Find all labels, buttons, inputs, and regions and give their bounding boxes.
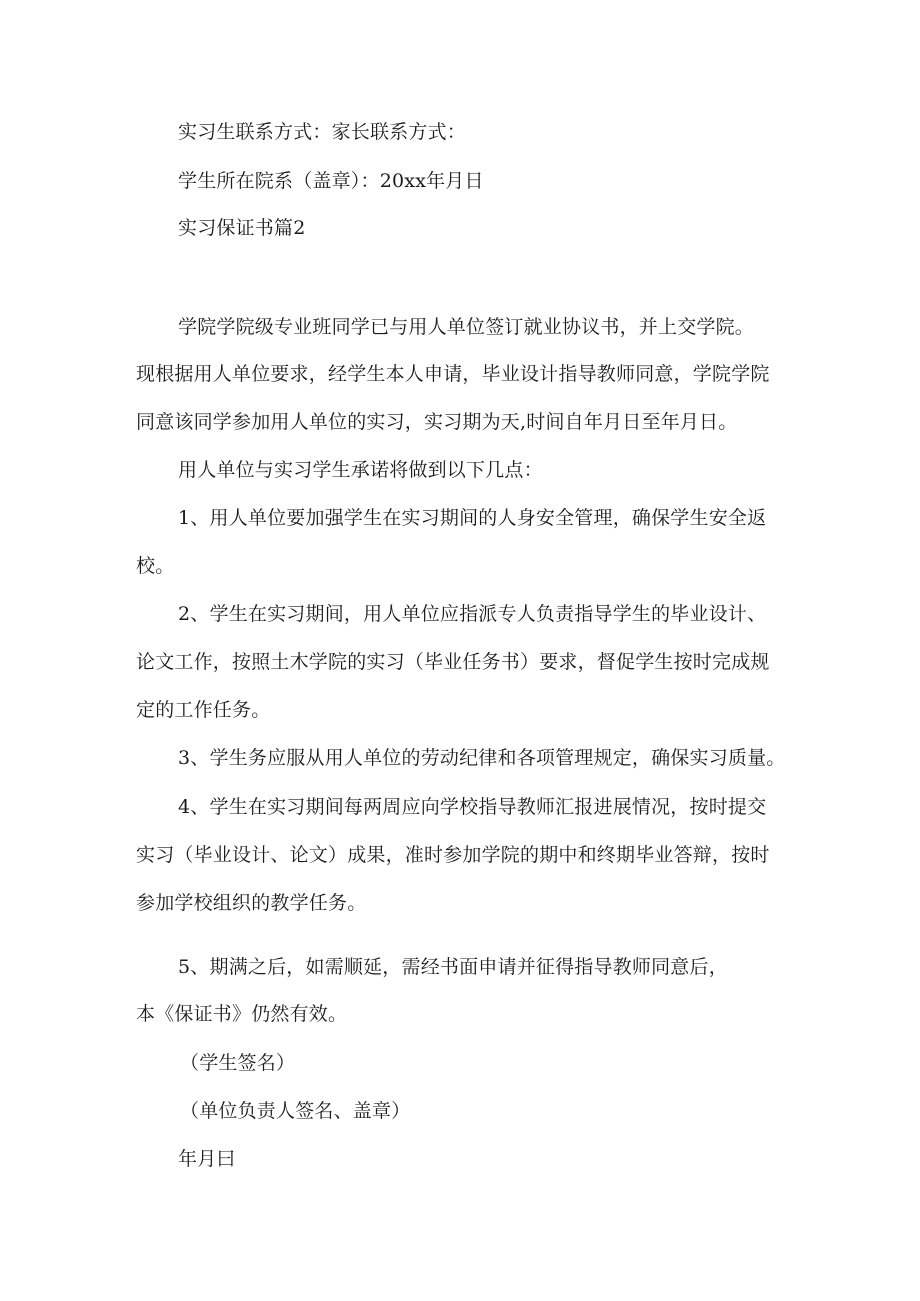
item-line: 校。	[136, 555, 175, 577]
intro-line: 现根据用人单位要求，经学生本人申请，毕业设计指导教师同意，学院学院	[136, 363, 770, 385]
intro-line: 学院学院级专业班同学已与用人单位签订就业协议书，并上交学院。	[178, 316, 755, 338]
item-line: 实习（毕业设计、论文）成果，准时参加学院的期中和终期毕业答辩，按时	[136, 844, 770, 866]
department-line: 学生所在院系（盖章）：20xx年月日	[178, 170, 484, 192]
item-line: 本《保证书》仍然有效。	[136, 1003, 348, 1025]
item-line: 4、学生在实习期间每两周应向学校指导教师汇报进展情况，按时提交	[178, 796, 767, 818]
item-line: 定的工作任务。	[136, 699, 271, 721]
student-signature: （学生签名）	[180, 1052, 296, 1074]
item-line: 2、学生在实习期间，用人单位应指派专人负责指导学生的毕业设计、	[178, 603, 767, 625]
item-line: 论文工作，按照土木学院的实习（毕业任务书）要求，督促学生按时完成规	[136, 651, 770, 673]
item-line: 1、用人单位要加强学生在实习期间的人身安全管理，确保学生安全返	[178, 507, 767, 529]
intro-line: 同意该同学参加用人单位的实习，实习期为天,时间自年月日至年月日。	[136, 411, 738, 433]
contact-line: 实习生联系方式：家长联系方式：	[178, 121, 467, 143]
item-line: 5、期满之后，如需顺延，需经书面申请并征得指导教师同意后，	[178, 956, 728, 978]
item-line: 3、学生务应服从用人单位的劳动纪律和各项管理规定，确保实习质量。	[178, 747, 786, 769]
commitment-intro: 用人单位与实习学生承诺将做到以下几点：	[178, 459, 543, 481]
section-heading: 实习保证书篇2	[178, 217, 306, 239]
unit-signature: （单位负责人签名、盖章）	[180, 1100, 411, 1122]
item-line: 参加学校组织的教学任务。	[136, 892, 367, 914]
date-line: 年月曰	[178, 1148, 236, 1170]
